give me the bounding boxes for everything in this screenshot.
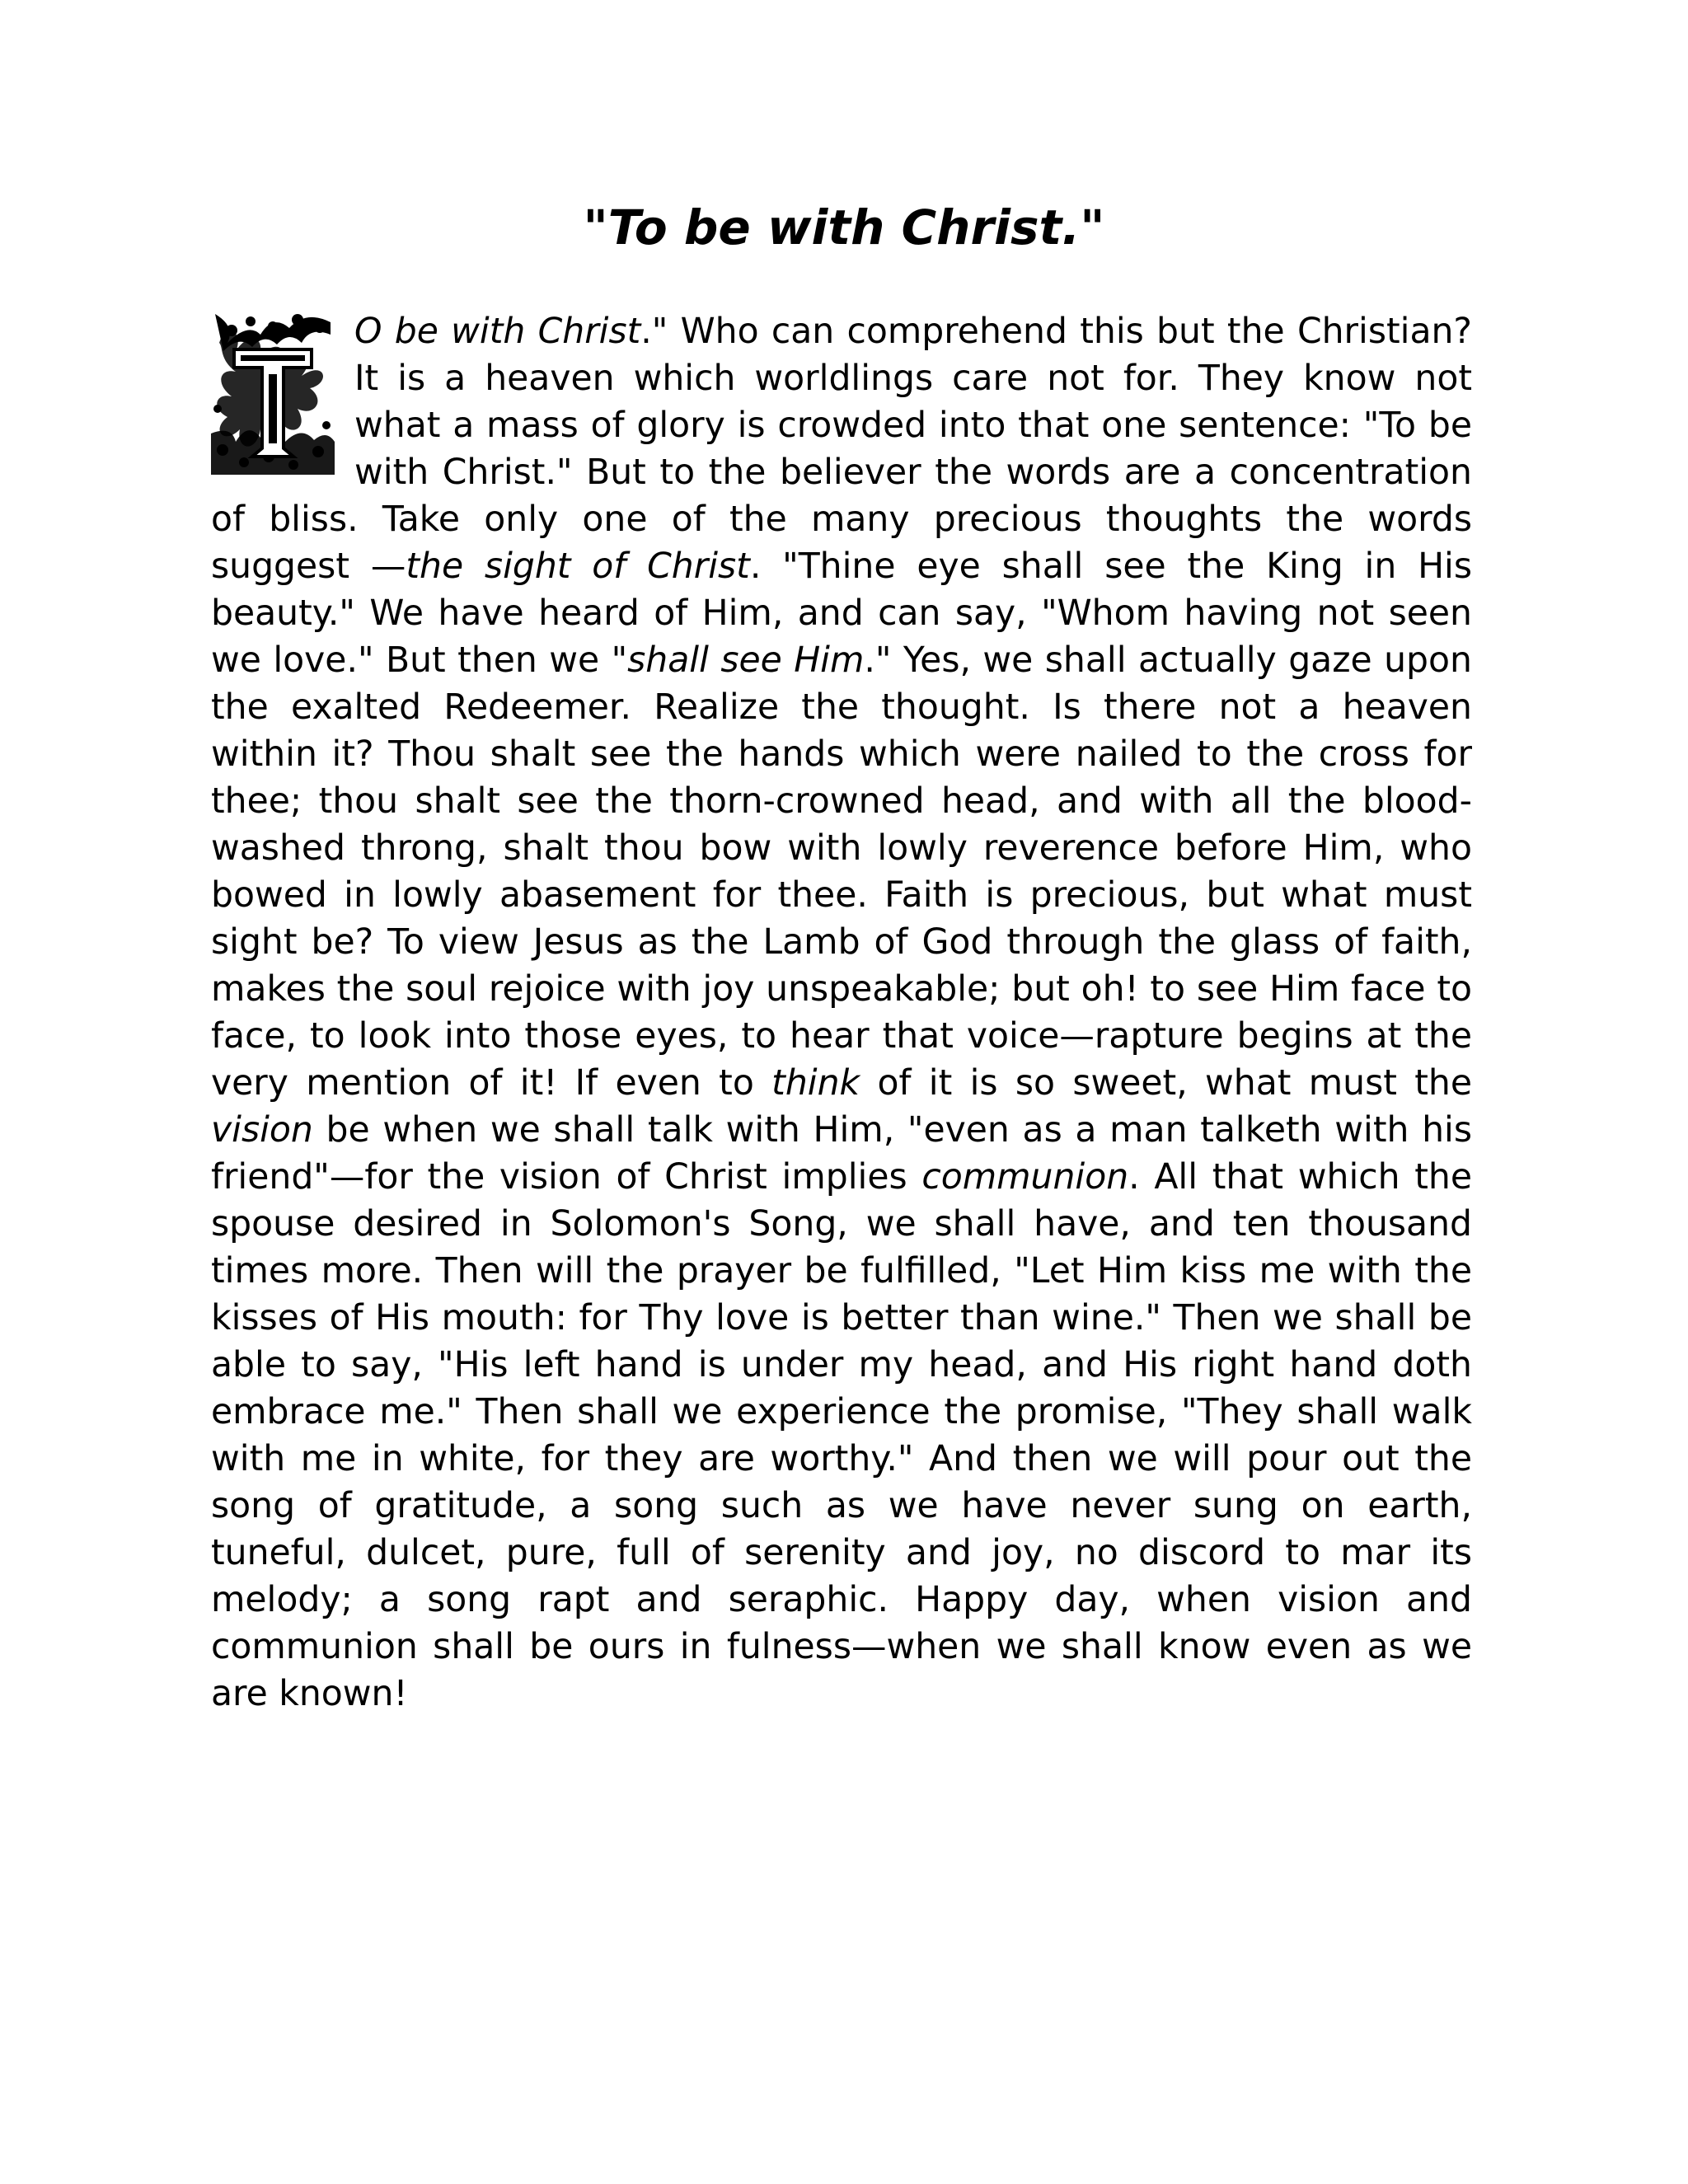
paragraph-run: be when we shall talk with Him, "even as a man talketh with his friend"—for the vision of Christ implies bbox=[211, 1110, 1472, 1197]
paragraph-run: of it is so sweet, what must the bbox=[860, 1063, 1472, 1104]
paragraph-emphasis: O be with Christ bbox=[354, 312, 641, 352]
paragraph-emphasis: communion bbox=[921, 1157, 1129, 1197]
paragraph-emphasis: vision bbox=[211, 1110, 313, 1151]
paragraph-run: ." Who can comprehend this but the Christian? It is a heaven which worldlings care not for. They know not what a mass of glory is crowded into that one sentence: "To be with Christ." But to the believer the words are a concentration of bliss. Take only one of the many precious thoughts the words suggest — bbox=[211, 312, 1472, 587]
paragraph-run: . "Thine eye shall see the King in His beauty." We have heard of Him, and can say, "Whom having not seen we love." But then we " bbox=[211, 546, 1473, 681]
paragraph-emphasis: the sight of Christ bbox=[406, 546, 750, 587]
paragraph-text bbox=[211, 312, 1472, 1714]
paragraph-run: ." Yes, we shall actually gaze upon the exalted Redeemer. Realize the thought. Is there not a heaven within it? Thou shalt see the hands which were nailed to the cross for thee; thou shalt see the thorn-crowned head, and with all the blood-washed throng, shalt thou bow with lowly reverence before Him, who bowed in lowly abasement for thee. Faith is precious, but what must sight be? To view Jesus as the Lamb of God through the glass of faith, makes the soul rejoice with joy unspeakable; but oh! to see Him face to face, to look into those eyes, to hear that voice—rapture begins at the very mention of it! If even to bbox=[211, 640, 1472, 1104]
ornamental-letter-t-icon bbox=[211, 310, 335, 475]
paragraph-emphasis: think bbox=[771, 1063, 860, 1104]
paragraph-emphasis: shall see Him bbox=[627, 640, 865, 681]
article-paragraph bbox=[211, 308, 1472, 1718]
page-title: "To be with Christ." bbox=[583, 199, 1105, 255]
paragraph-run: . All that which the spouse desired in Solomon's Song, we shall have, and ten thousand times more. Then will the prayer be fulfilled, "Let Him kiss me with the kisses of His mouth: for Thy love is better than wine." Then we shall be able to say, "His left hand is under my head, and His right hand doth embrace me." Then shall we experience the promise, "They shall walk with me in white, for they are worthy." And then we will pour out the song of gratitude, a song such as we have never sung on earth, tuneful, dulcet, pure, full of serenity and joy, no discord to mar its melody; a song rapt and seraphic. Happy day, when vision and communion shall be ours in fulness—when we shall know even as we are known! bbox=[211, 1157, 1472, 1714]
